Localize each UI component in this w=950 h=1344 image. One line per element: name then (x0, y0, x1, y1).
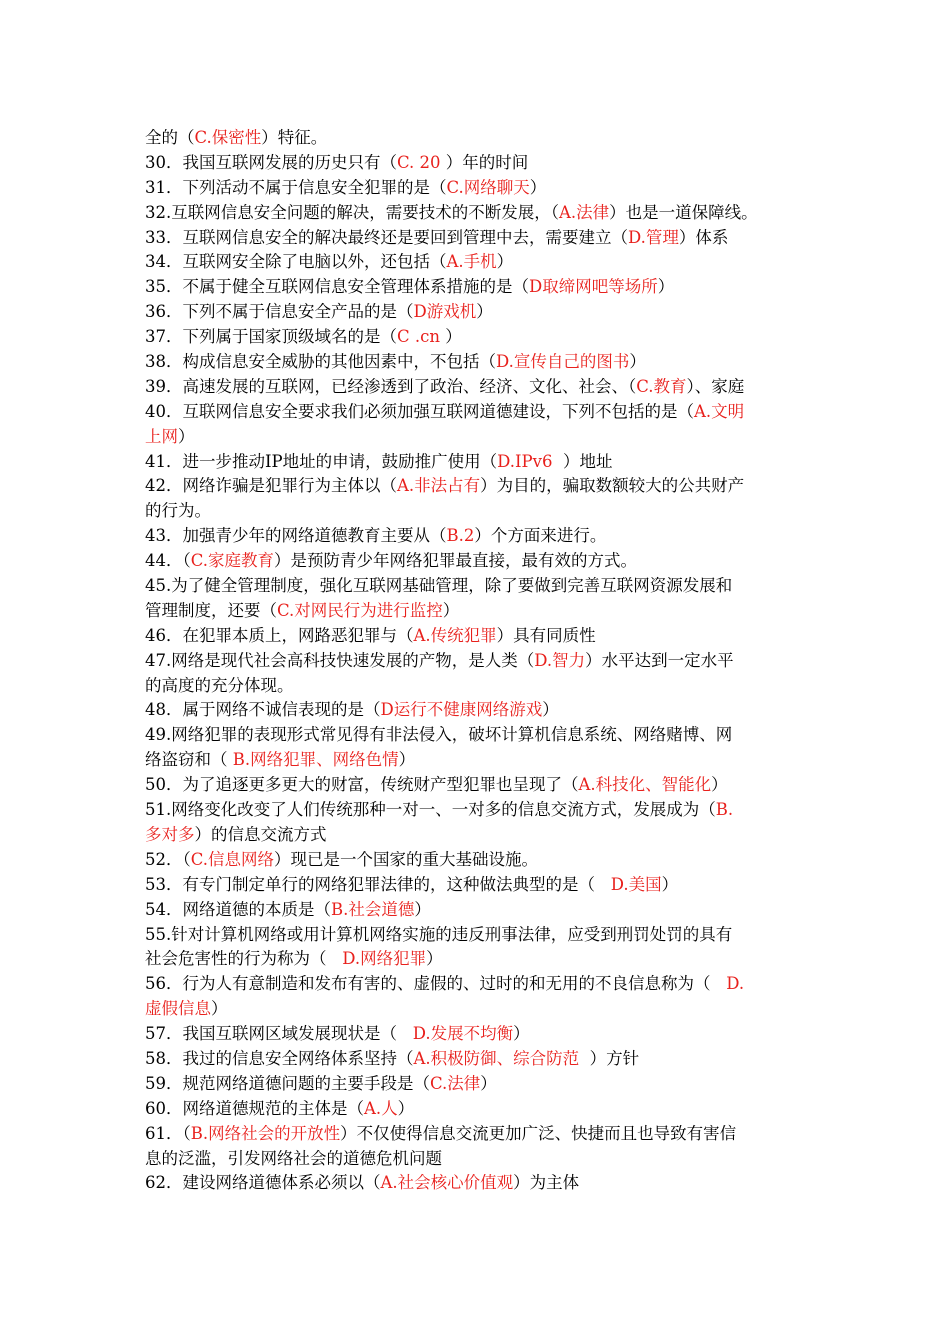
question-text: ） (211, 999, 228, 1019)
question-text: ） (629, 352, 646, 372)
question-text: 37．下列属于国家顶级域名的是（ (145, 327, 397, 347)
question-text: ） (542, 700, 559, 720)
question-text: 36．下列不属于信息安全产品的是（ (145, 302, 414, 322)
answer-text: A.非法占有 (397, 476, 481, 496)
text-line (145, 599, 835, 624)
text-line (145, 823, 835, 848)
text-line (145, 350, 835, 375)
question-text: 59．规范网络道德问题的主要手段是（ (145, 1073, 430, 1093)
question-text: ）体系 (678, 227, 729, 247)
text-line (145, 947, 835, 972)
question-text: ） (513, 1024, 530, 1044)
question-text: 44．（ (145, 551, 191, 571)
question-text: ） (529, 177, 547, 197)
question-text: 49.网络犯罪的表现形式常见得有非法侵入，破坏计算机信息系统、网络赌博、网 (145, 725, 733, 745)
question-text: 50．为了追逐更多更大的财富，传统财产型犯罪也呈现了（ (145, 775, 579, 795)
answer-text: B.社会道德 (331, 899, 415, 919)
question-text: 53．有专门制定单行的网络犯罪法律的，这种做法典型的是（ (145, 874, 606, 894)
question-text: 全的（ (145, 128, 195, 147)
question-text: 32.互联网信息安全问题的解决，需要技术的不断发展，（ (145, 202, 559, 222)
question-text: ）是预防青少年网络犯罪最直接，最有效的方式。 (274, 551, 638, 571)
answer-text: D.宣传自己的图书 (496, 352, 630, 372)
question-text: 息的泛滥，引发网络社会的道德危机问题 (145, 1148, 442, 1168)
text-line (145, 1097, 835, 1122)
text-line (145, 549, 835, 574)
question-text: 54．网络道德的本质是（ (145, 899, 331, 919)
question-text: 35．不属于健全互联网信息安全管理体系措施的是（ (145, 277, 529, 297)
text-line (145, 674, 835, 699)
text-line (145, 375, 835, 400)
answer-text: D.发展不均衡 (407, 1024, 514, 1044)
question-list (145, 126, 835, 1196)
question-text: 61．（ (145, 1123, 191, 1143)
question-text: ）年的时间 (440, 152, 529, 172)
question-text: ）为主体 (513, 1173, 580, 1193)
question-text: ） (661, 874, 679, 894)
answer-text: A.人 (364, 1098, 398, 1118)
text-line (145, 898, 835, 923)
question-text: ）的信息交流方式 (194, 824, 327, 844)
answer-text: C.法律 (430, 1073, 481, 1093)
question-text: ） (480, 1073, 497, 1093)
answer-text: B.网络社会的开放性 (190, 1123, 341, 1143)
answer-text: A.手机 (446, 252, 497, 272)
question-text: 38．构成信息安全威胁的其他因素中，不包括（ (145, 352, 496, 372)
answer-text: C.网络聊天 (446, 177, 530, 197)
question-text: ）也是一道保障线。 (609, 202, 758, 222)
text-line (145, 1072, 835, 1097)
answer-text: B.2 (446, 526, 475, 546)
question-text: 57．我国互联网区域发展现状是（ (145, 1024, 408, 1044)
question-text: ）、家庭 (686, 376, 745, 396)
question-text: 的行为。 (145, 501, 211, 521)
text-line (145, 325, 835, 350)
question-text: 30．我国互联网发展的历史只有（ (145, 152, 397, 172)
question-text: 社会危害性的行为称为（ (145, 949, 337, 969)
text-line (145, 798, 835, 823)
question-text: ）个方面来进行。 (474, 526, 607, 546)
question-text: ）方针 (584, 1048, 640, 1068)
text-line (145, 649, 835, 674)
answer-text: A.社会核心价值观 (380, 1173, 514, 1193)
answer-text: D运行不健康网络游戏 (380, 700, 543, 720)
answer-text: D.IPv6 (497, 451, 558, 471)
question-text: 46．在犯罪本质上，网路恶犯罪与（ (145, 625, 414, 645)
text-line (145, 1147, 835, 1172)
text-line (145, 126, 835, 151)
answer-text: D游戏机 (413, 302, 477, 322)
question-text: 45.为了健全管理制度，强化互联网基础管理，除了要做到完善互联网资源发展和 (145, 576, 733, 596)
text-line (145, 151, 835, 176)
answer-text: D.网络犯罪 (337, 949, 427, 969)
answer-text: A.传统犯罪 (413, 625, 497, 645)
question-text: ）地址 (557, 451, 613, 471)
text-line (145, 450, 835, 475)
text-line (145, 400, 835, 425)
text-line (145, 524, 835, 549)
question-text: 56．行为人有意制造和发布有害的、虚假的、过时的和无用的不良信息称为（ (145, 974, 721, 994)
text-line (145, 972, 835, 997)
question-text: ） (178, 426, 195, 446)
answer-text: 上网 (145, 426, 178, 446)
answer-text: C.信息网络 (190, 849, 275, 869)
question-text: ）不仅使得信息交流更加广泛、快捷而且也导致有害信 (340, 1123, 737, 1143)
text-line (145, 773, 835, 798)
answer-text: B. (715, 800, 734, 820)
answer-text: C.教育 (636, 376, 687, 396)
question-text: 34．互联网安全除了电脑以外，还包括（ (145, 252, 447, 272)
question-text: ） (398, 750, 416, 770)
text-line (145, 474, 835, 499)
question-text: 41．进一步推动IP地址的申请，鼓励推广使用（ (145, 451, 498, 471)
text-line (145, 1047, 835, 1072)
text-line (145, 300, 835, 325)
text-line (145, 226, 835, 251)
text-line (145, 1171, 835, 1196)
answer-text: D取缔网吧等场所 (529, 277, 658, 297)
question-text: 管理制度，还要（ (145, 600, 277, 620)
text-line (145, 499, 835, 524)
answer-text: D.美国 (605, 874, 662, 894)
question-text: 55.针对计算机网络或用计算机网络实施的违反刑事法律，应受到刑罚处罚的具有 (145, 924, 733, 944)
text-line (145, 848, 835, 873)
question-text: 39．高速发展的互联网，已经渗透到了政治、经济、文化、社会、（ (145, 376, 637, 396)
text-line (145, 574, 835, 599)
answer-text: D.智力 (534, 650, 586, 670)
question-text: 络盗窃和（ (145, 750, 228, 770)
question-text: 31．下列活动不属于信息安全犯罪的是（ (145, 177, 447, 197)
question-text: 47.网络是现代社会高科技快速发展的产物，是人类（ (145, 650, 535, 670)
question-text: ） (496, 252, 514, 272)
question-text: ） (439, 327, 462, 347)
text-line (145, 923, 835, 948)
text-line (145, 250, 835, 275)
question-text: 51.网络变化改变了人们传统那种一对一、一对多的信息交流方式，发展成为（ (145, 800, 716, 820)
answer-text: C.对网民行为进行监控 (277, 600, 443, 620)
question-text: ） (397, 1098, 415, 1118)
question-text: ）水平达到一定水平 (585, 650, 734, 670)
text-line (145, 176, 835, 201)
question-text: 60．网络道德规范的主体是（ (145, 1098, 364, 1118)
text-line (145, 201, 835, 226)
answer-text: A.文明 (694, 401, 745, 421)
text-line (145, 873, 835, 898)
question-text: ） (442, 600, 460, 620)
text-line (145, 723, 835, 748)
question-text: ） (426, 949, 443, 969)
answer-text: A.积极防御、综合防范 (413, 1048, 585, 1068)
question-text: ） (711, 775, 728, 795)
question-text: 43．加强青少年的网络道德教育主要从（ (145, 526, 447, 546)
question-text: ） (476, 302, 493, 322)
question-text: 58．我过的信息安全网络体系坚持（ (145, 1048, 414, 1068)
question-text: ）特征。 (261, 128, 328, 147)
answer-text: C.保密性 (194, 128, 262, 147)
answer-text: 虚假信息 (145, 999, 211, 1019)
text-line (145, 1022, 835, 1047)
answer-text: B.网络犯罪、网络色情 (227, 750, 399, 770)
question-text: 33．互联网信息安全的解决最终还是要回到管理中去，需要建立（ (145, 227, 628, 247)
answer-text: 多对多 (145, 824, 195, 844)
text-line (145, 1122, 835, 1147)
question-text: ）现已是一个国家的重大基础设施。 (274, 849, 539, 869)
answer-text: C.家庭教育 (190, 551, 275, 571)
question-text: 42．网络诈骗是犯罪行为主体以（ (145, 476, 397, 496)
question-text: ）为目的，骗取数额较大的公共财产 (480, 476, 745, 496)
text-line (145, 698, 835, 723)
answer-text: D.管理 (628, 227, 679, 247)
answer-text: D. (721, 974, 745, 994)
text-line (145, 748, 835, 773)
answer-text: C. 20 (397, 152, 441, 172)
text-line (145, 997, 835, 1022)
answer-text: A.科技化、智能化 (578, 775, 712, 795)
question-text: ） (414, 899, 431, 919)
question-text: 62．建设网络道德体系必须以（ (145, 1173, 381, 1193)
question-text: ） (657, 277, 675, 297)
question-text: 52．（ (145, 849, 191, 869)
text-line (145, 275, 835, 300)
text-line (145, 425, 835, 450)
question-text: 40．互联网信息安全要求我们必须加强互联网道德建设，下列不包括的是（ (145, 401, 694, 421)
question-text: 48．属于网络不诚信表现的是（ (145, 700, 381, 720)
question-text: 的高度的充分体现。 (145, 675, 294, 695)
answer-text: C .cn (397, 327, 440, 347)
text-line (145, 624, 835, 649)
answer-text: A.法律 (559, 202, 610, 222)
question-text: ）具有同质性 (496, 625, 596, 645)
